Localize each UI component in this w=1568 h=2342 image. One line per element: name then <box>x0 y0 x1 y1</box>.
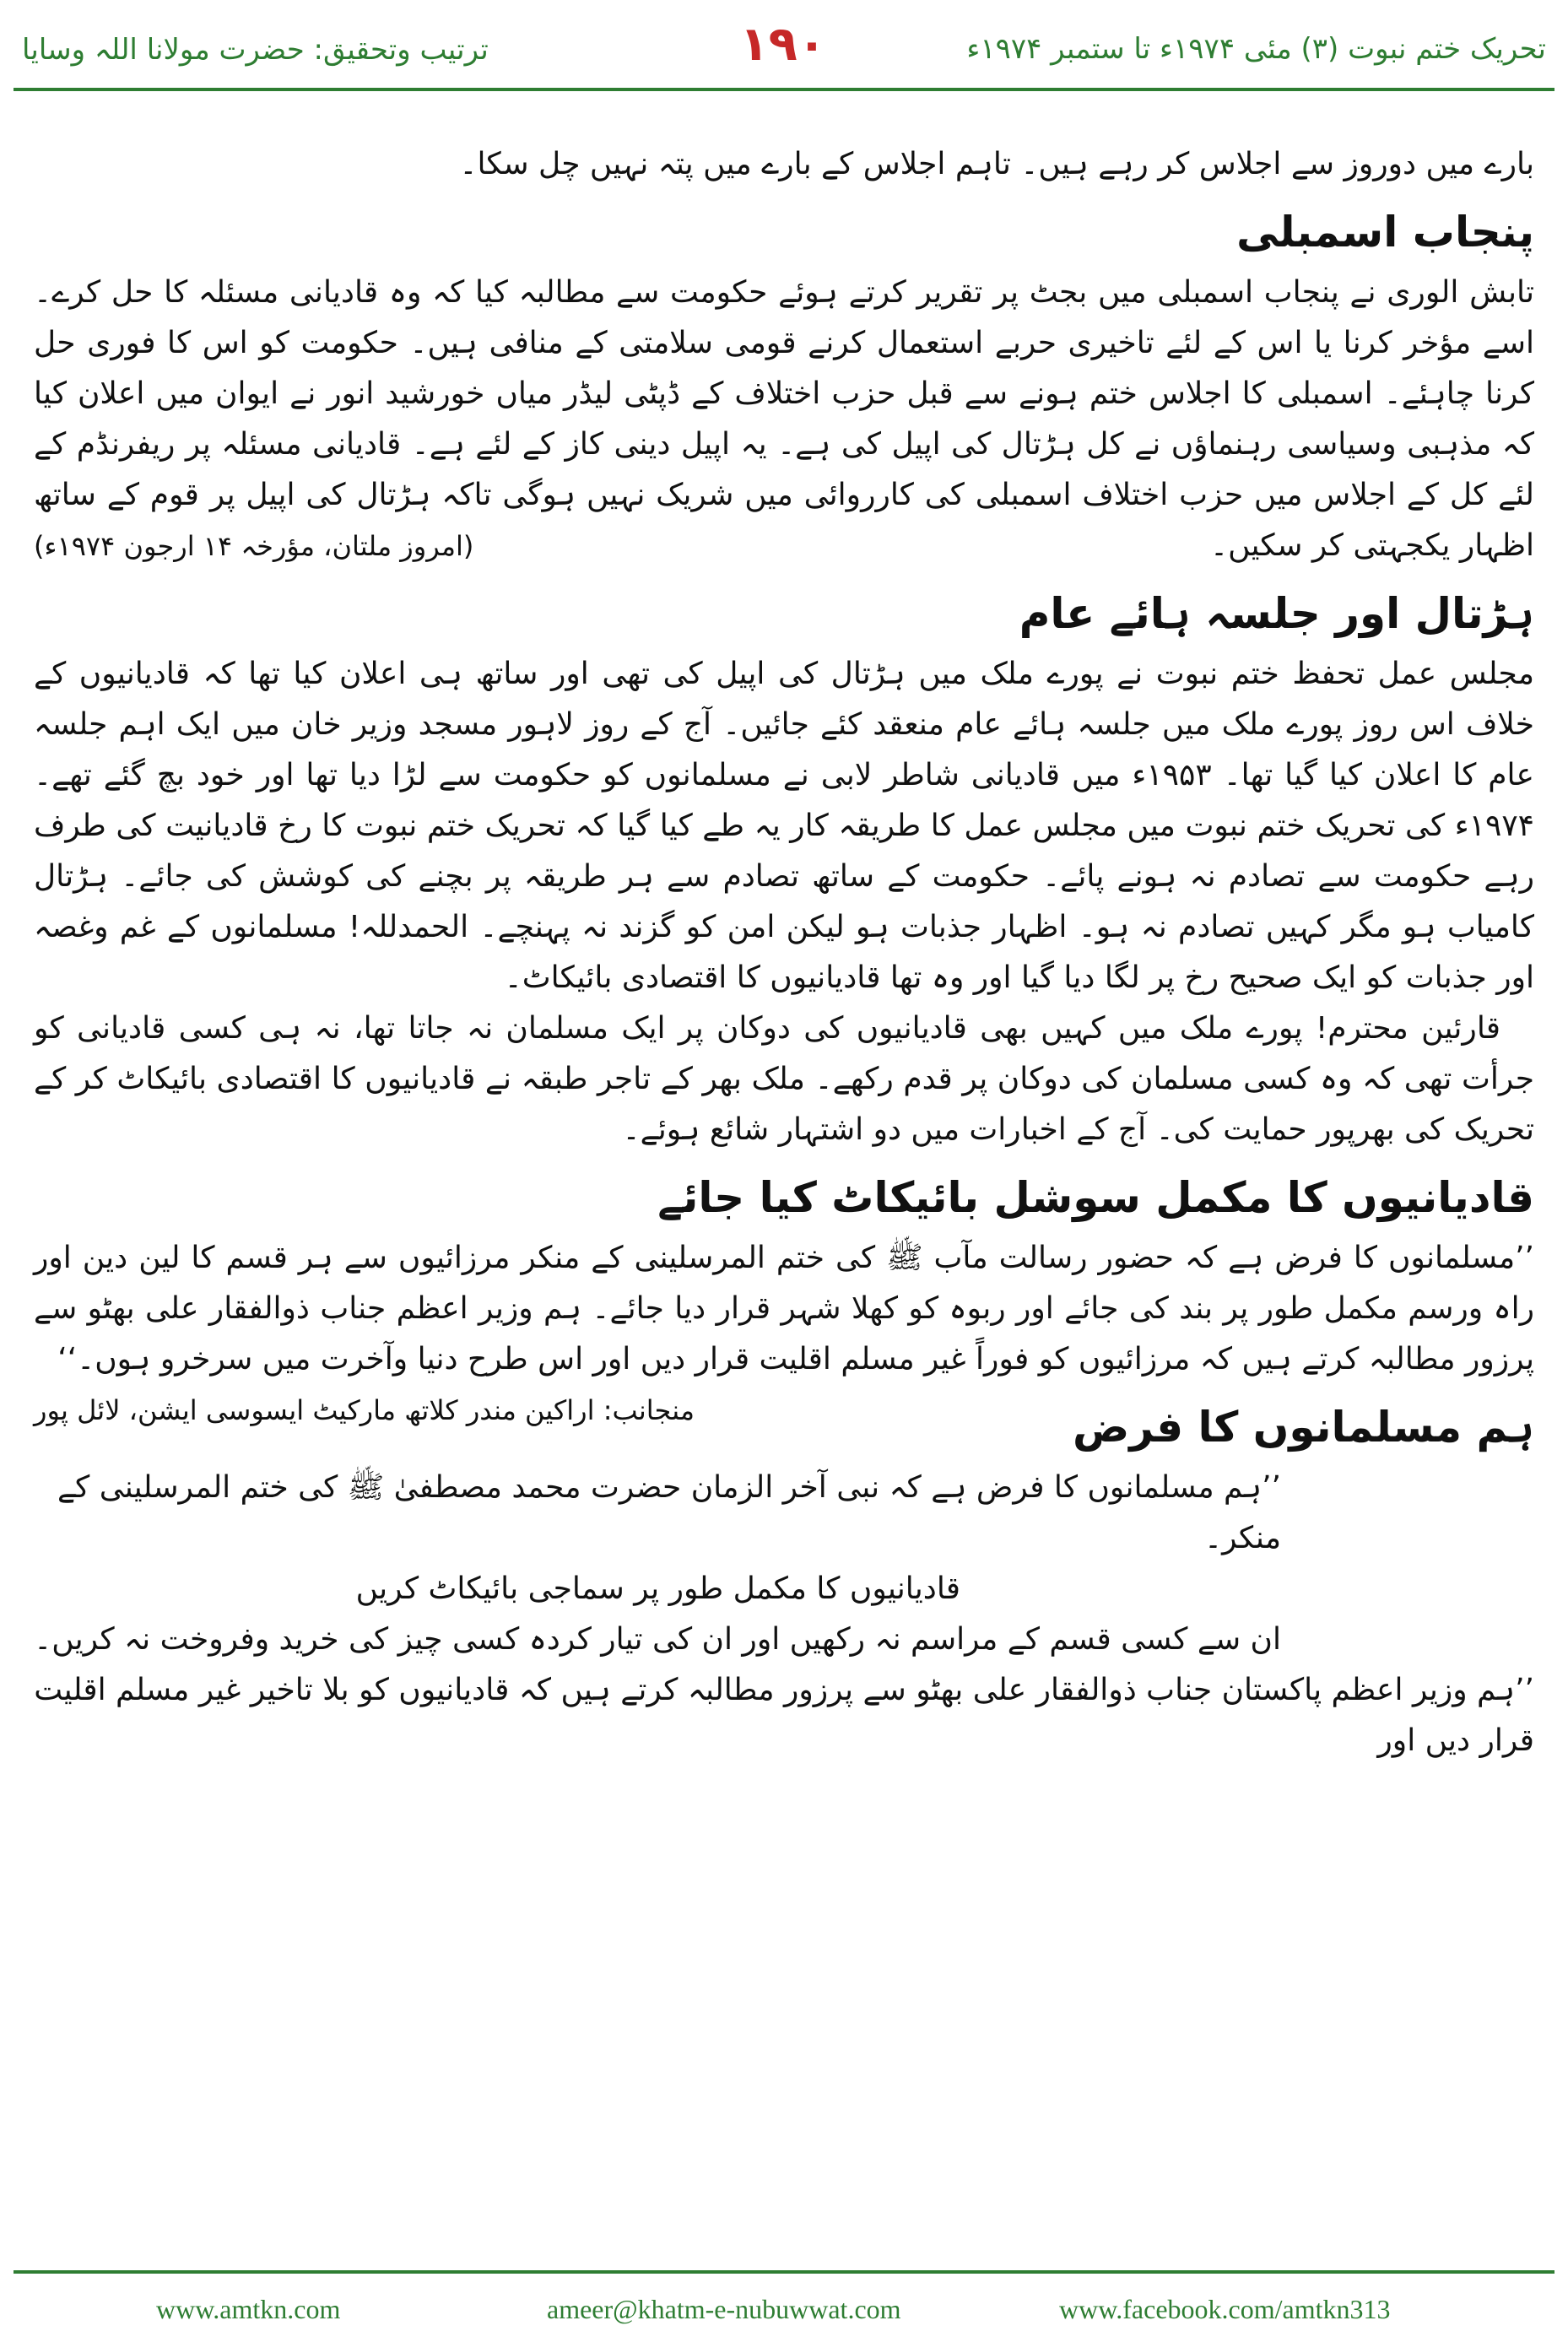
section-heading-muslim-duty: ہم مسلمانوں کا فرض <box>1072 1403 1534 1452</box>
advertisement-line: ان سے کسی قسم کے مراسم نہ رکھیں اور ان کی تیار کردہ کسی چیز کی خرید وفروخت نہ کریں۔ <box>34 1622 1281 1657</box>
page-number: ١٩٠ <box>739 17 826 72</box>
source-citation: (امروز ملتان، مؤرخہ ۱۴ ارجون ۱۹۷۴ء) <box>34 530 474 562</box>
advertisement-line: ’’ہم مسلمانوں کا فرض ہے کہ نبی آخر الزمان حضرت محمد مصطفیٰ ﷺ کی ختم المرسلینی کے منکر۔ <box>57 1470 1281 1555</box>
section-heading-punjab-assembly: پنجاب اسمبلی <box>1236 208 1534 257</box>
advertisement-quote <box>34 1233 1534 1426</box>
quote-text: ’’مسلمانوں کا فرض ہے کہ حضور رسالت مآب ﷺ کی ختم المرسلینی کے منکر مرزائیوں سے ہر قسم کا لین دین اور راہ ورسم مکمل طور پر بند کی جائے اور ربوہ کو کھلا شہر قرار دیا جائے۔ ہم وزیر اعظم جناب ذوالفقار علی بھٹو سے پرزور مطالبہ کرتے ہیں کہ مرزائیوں کو فوراً غیر مسلم اقلیت قرار دیں اور اس طرح دنیا وآخرت میں سرخرو ہوں۔‘‘ <box>34 1241 1534 1377</box>
footer-divider <box>14 2270 1554 2274</box>
intro-paragraph: بارے میں دوروز سے اجلاس کر رہے ہیں۔ تاہم اجلاس کے بارے میں پتہ نہیں چل سکا۔ <box>459 147 1534 181</box>
footer-website-link[interactable]: www.amtkn.com <box>156 2294 341 2324</box>
section-heading-strike: ہڑتال اور جلسہ ہائے عام <box>1019 589 1534 638</box>
advertisement-block <box>34 1463 1534 1766</box>
advertisement-signature: منجانب: اراکین مندر کلاتھ مارکیٹ ایسوسی ایشن، لائل پور <box>34 1394 695 1426</box>
header-book-title: تحریک ختم نبوت (۳) مئی ۱۹۷۴ء تا ستمبر ۱۹۷۴ء <box>966 32 1546 66</box>
section-paragraph <box>34 268 1534 571</box>
header-divider <box>14 88 1554 91</box>
footer-email-link[interactable]: ameer@khatm-e-nubuwwat.com <box>547 2294 901 2324</box>
header-compiler-credit: ترتیب وتحقیق: حضرت مولانا اللہ وسایا <box>22 33 489 67</box>
section-paragraph: قارئین محترم! پورے ملک میں کہیں بھی قادیانیوں کی دوکان پر ایک مسلمان نہ جاتا تھا، نہ ہی کسی قادیانی کو جرأت تھی کہ وہ کسی مسلمان کی دوکان پر قدم رکھے۔ ملک بھر کے تاجر طبقہ نے قادیانیوں کا اقتصادی بائیکاٹ کر کے تحریک کی بھرپور حمایت کی۔ آج کے اخبارات میں دو اشتہار شائع ہوئے۔ <box>34 1011 1534 1147</box>
page-footer <box>0 2279 1568 2342</box>
page-header <box>0 0 1568 127</box>
page-body <box>34 139 1534 1766</box>
advertisement-line: قادیانیوں کا مکمل طور پر سماجی بائیکاٹ کریں <box>355 1571 960 1606</box>
section-heading-social-boycott: قادیانیوں کا مکمل سوشل بائیکاٹ کیا جائے <box>657 1173 1534 1222</box>
paragraph-text: تابش الوری نے پنجاب اسمبلی میں بجٹ پر تقریر کرتے ہوئے حکومت سے مطالبہ کیا کہ وہ قادیانی مسئلہ کا حل کرے۔ اسے مؤخر کرنا یا اس کے لئے تاخیری حربے استعمال کرنے قومی سلامتی کے منافی ہیں۔ حکومت کو اس کا فوری حل کرنا چاہئے۔ اسمبلی کا اجلاس ختم ہونے سے قبل حزب اختلاف کے ڈپٹی لیڈر میاں خورشید انور نے ایوان میں اعلان کیا کہ مذہبی وسیاسی رہنماؤں نے کل ہڑتال کی اپیل کی ہے۔ یہ اپیل دینی کاز کے لئے ہے۔ قادیانی مسئلہ پر ریفرنڈم کے لئے کل کے اجلاس میں حزب اختلاف اسمبلی کی کارروائی میں شریک نہیں ہوگی تاکہ ہڑتال کی اپیل پر قوم کے ساتھ اظہار یکجہتی کر سکیں۔ <box>34 275 1534 563</box>
section-paragraph: مجلس عمل تحفظ ختم نبوت نے پورے ملک میں ہڑتال کی اپیل کی تھی اور ساتھ ہی اعلان کیا تھا کہ قادیانیوں کے خلاف اس روز پورے ملک میں جلسہ ہائے عام منعقد کئے جائیں۔ آج کے روز لاہور مسجد وزیر خان میں ایک اہم جلسہ عام کا اعلان کیا گیا تھا۔ ۱۹۵۳ء میں قادیانی شاطر لابی نے مسلمانوں کو حکومت سے لڑا دیا تھا اور خود بچ گئے تھے۔ ۱۹۷۴ء کی تحریک ختم نبوت میں مجلس عمل کا طریقہ کار یہ طے کیا گیا کہ تحریک ختم نبوت کا رخ قادیانیت کی طرف رہے حکومت سے تصادم نہ ہونے پائے۔ حکومت کے ساتھ تصادم سے ہر طریقہ پر بچنے کی کوشش کی جائے۔ ہڑتال کامیاب ہو مگر کہیں تصادم نہ ہو۔ اظہار جذبات ہو لیکن امن کو گزند نہ پہنچے۔ الحمدللہ! مسلمانوں کے غم وغصہ اور جذبات کو ایک صحیح رخ پر لگا دیا گیا اور وہ تھا قادیانیوں کا اقتصادی بائیکاٹ۔ <box>34 657 1535 995</box>
footer-facebook-link[interactable]: www.facebook.com/amtkn313 <box>1059 2294 1391 2324</box>
advertisement-line: ’’ہم وزیر اعظم پاکستان جناب ذوالفقار علی بھٹو سے پرزور مطالبہ کرتے ہیں کہ قادیانیوں کو بلا تاخیر غیر مسلم اقلیت قرار دیں اور <box>34 1673 1534 1758</box>
